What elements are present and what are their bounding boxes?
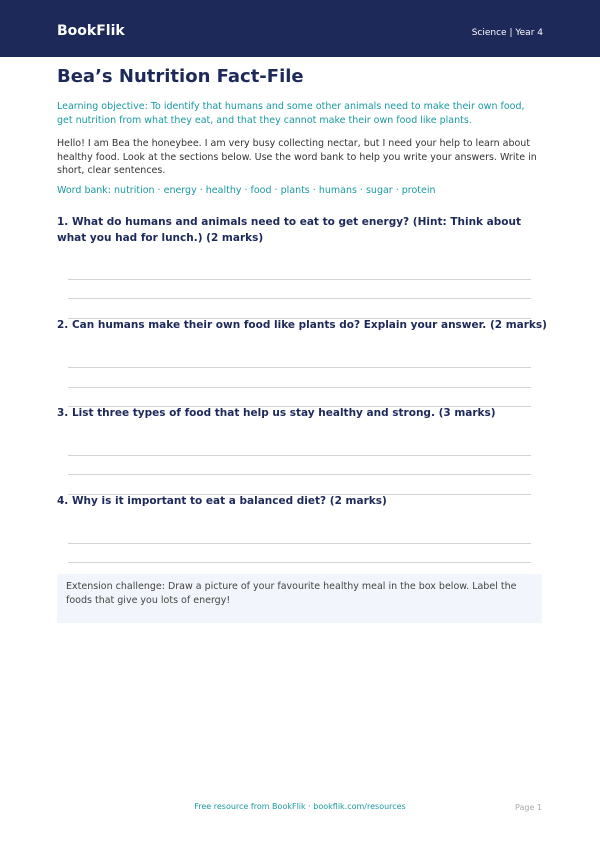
answer-line[interactable] <box>68 298 531 299</box>
page-number: Page 1 <box>515 803 542 812</box>
answer-line[interactable] <box>68 455 531 456</box>
learning-objective: Learning objective: To identify that humans and some other animals need to make their own food, get nutrition from what they eat, and that they cannot make their own food like plants. <box>57 101 525 126</box>
subject-year-label: Science | Year 4 <box>471 28 543 38</box>
answer-line[interactable] <box>68 279 531 280</box>
extension-challenge-box[interactable] <box>57 574 542 623</box>
word-bank: Word bank: nutrition · energy · healthy · food · plants · humans · sugar · protein <box>57 185 436 196</box>
question-4: 4. Why is it important to eat a balanced diet? (2 marks) <box>57 495 387 507</box>
footer-resource-link[interactable]: Free resource from BookFlik · bookflik.com/resources <box>194 802 406 811</box>
answer-line[interactable] <box>68 367 531 368</box>
intro-text: Hello! I am Bea the honeybee. I am very busy collecting nectar, but I need your help to learn about healthy food. Look at the sections below. Use the word bank to help you write your answers. Write in short, clear sentences. <box>57 138 537 176</box>
brand-logo[interactable]: BookFlik <box>57 23 125 39</box>
answer-line[interactable] <box>68 543 531 544</box>
answer-line[interactable] <box>68 474 531 475</box>
question-2: 2. Can humans make their own food like plants do? Explain your answer. (2 marks) <box>57 319 547 331</box>
answer-line[interactable] <box>68 387 531 388</box>
page-title: Bea’s Nutrition Fact-File <box>57 66 304 87</box>
question-3: 3. List three types of food that help us stay healthy and strong. (3 marks) <box>57 407 496 419</box>
question-1: 1. What do humans and animals need to eat to get energy? (Hint: Think about what you had for lunch.) (2 marks) <box>57 216 521 244</box>
extension-challenge-text: Extension challenge: Draw a picture of your favourite healthy meal in the box below. Label the foods that give you lots of energy! <box>66 581 517 606</box>
page-header <box>0 0 600 57</box>
answer-line[interactable] <box>68 562 531 563</box>
